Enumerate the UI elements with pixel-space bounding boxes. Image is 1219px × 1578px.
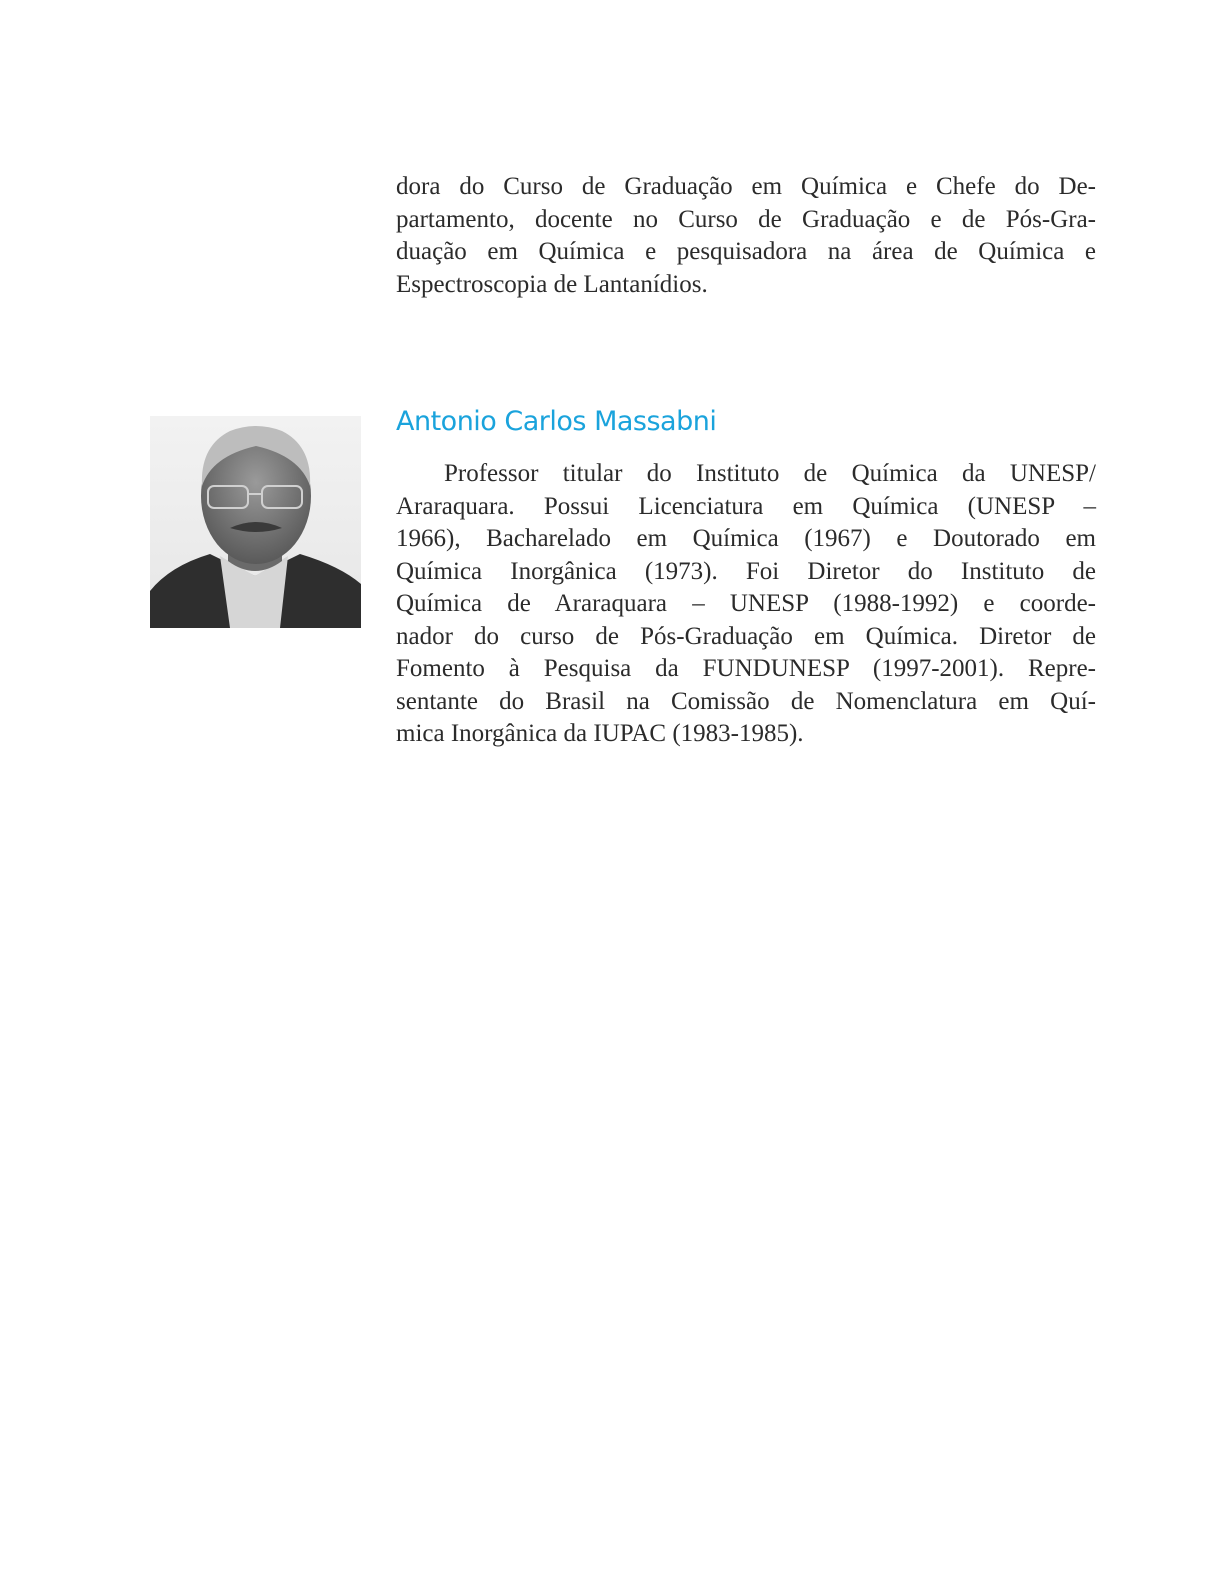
text-line: mica Inorgânica da IUPAC (1983-1985). [396, 720, 804, 747]
previous-bio-paragraph [396, 171, 1096, 301]
text-line: 1966), Bacharelado em Química (1967) e Doutorado em [396, 525, 1096, 552]
author-bio-paragraph [396, 458, 1096, 751]
text-line: Espectroscopia de Lantanídios. [396, 270, 708, 298]
text-line: partamento, docente no Curso de Graduação e de Pós-Gra- [396, 205, 1096, 233]
text-line: dora do Curso de Graduação em Química e Chefe do De- [396, 173, 1096, 200]
author-name: Antonio Carlos Massabni [396, 406, 717, 437]
text-line: Química Inorgânica (1973). Foi Diretor do Instituto de [396, 557, 1096, 585]
text-line: Araraquara. Possui Licenciatura em Química (UNESP – [396, 492, 1096, 520]
text-line: Fomento à Pesquisa da FUNDUNESP (1997-2001). Repre- [396, 655, 1096, 682]
portrait-image [150, 416, 361, 628]
text-line: Química de Araraquara – UNESP (1988-1992) e coorde- [396, 590, 1096, 617]
text-line: duação em Química e pesquisadora na área de Química e [396, 238, 1096, 265]
text-line: Professor titular do Instituto de Química da UNESP/ [444, 460, 1096, 487]
text-line: nador do curso de Pós-Graduação em Química. Diretor de [396, 622, 1096, 650]
author-photo [150, 416, 361, 628]
text-line: sentante do Brasil na Comissão de Nomenclatura em Quí- [396, 687, 1096, 715]
